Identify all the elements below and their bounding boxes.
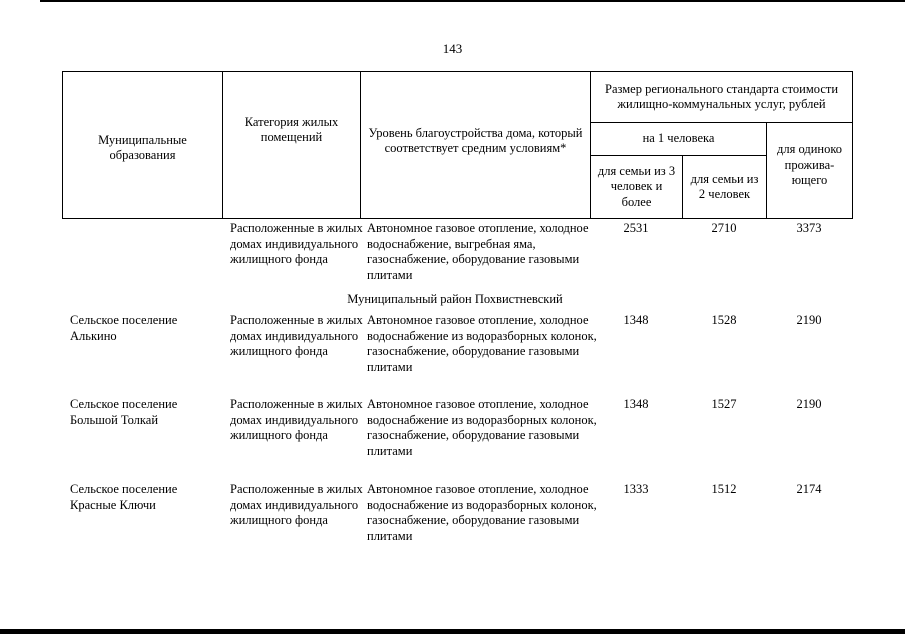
single-value: 2174: [796, 482, 822, 496]
header-family3: для семьи из 3 человек и более: [591, 156, 683, 219]
header-standard: Размер регионального стандарта стоимости жилищно-коммунальных услуг, рублей: [591, 72, 853, 123]
category-cell: Расположенные в жилых домах индивидуального жилищного фонда: [230, 221, 363, 266]
header-per-person: на 1 человека: [591, 123, 767, 156]
family3-value: 1348: [623, 313, 649, 327]
table-row: [62, 313, 852, 389]
header-family2: для семьи из 2 человек: [683, 156, 767, 219]
single-value: 2190: [796, 397, 822, 411]
scan-bottom-edge: [0, 629, 905, 634]
table-row: [62, 221, 852, 297]
family2-value: 1512: [711, 482, 737, 496]
level-cell: Автономное газовое отопление, холодное водоснабжение, выгребная яма, газоснабжение, оборудование газовыми плитами: [367, 221, 589, 282]
family2-value: 1528: [711, 313, 737, 327]
family3-value: 2531: [623, 221, 649, 235]
category-cell: Расположенные в жилых домах индивидуального жилищного фонда: [230, 482, 363, 527]
scan-top-edge: [40, 0, 905, 2]
category-cell: Расположенные в жилых домах индивидуального жилищного фонда: [230, 313, 363, 358]
header-single: для одиноко прожива-ющего: [767, 123, 853, 219]
level-cell: Автономное газовое отопление, холодное водоснабжение из водоразборных колонок, газоснабжение, оборудование газовыми плитами: [367, 313, 597, 374]
municipality-cell: Сельское поселение Большой Толкай: [70, 397, 178, 427]
page-number: 143: [442, 41, 463, 56]
table-row: [62, 482, 852, 558]
family3-value: 1348: [623, 397, 649, 411]
municipality-cell: Сельское поселение Алькино: [70, 313, 178, 343]
family2-value: 1527: [711, 397, 737, 411]
single-value: 2190: [796, 313, 822, 327]
level-cell: Автономное газовое отопление, холодное водоснабжение из водоразборных колонок, газоснабжение, оборудование газовыми плитами: [367, 482, 597, 543]
table-header: [62, 71, 853, 219]
single-value: 3373: [796, 221, 822, 235]
family2-value: 2710: [711, 221, 737, 235]
header-level: Уровень благоустройства дома, который соответствует средним условиям*: [361, 72, 591, 219]
category-cell: Расположенные в жилых домах индивидуального жилищного фонда: [230, 397, 363, 442]
municipality-cell: Сельское поселение Красные Ключи: [70, 482, 178, 512]
table-row: [62, 397, 852, 473]
level-cell: Автономное газовое отопление, холодное водоснабжение из водоразборных колонок, газоснабжение, оборудование газовыми плитами: [367, 397, 597, 458]
family3-value: 1333: [623, 482, 649, 496]
header-category: Категория жилых помещений: [223, 72, 361, 219]
header-municipality: Муниципальные образования: [63, 72, 223, 219]
district-heading: Муниципальный район Похвистневский: [347, 292, 563, 306]
